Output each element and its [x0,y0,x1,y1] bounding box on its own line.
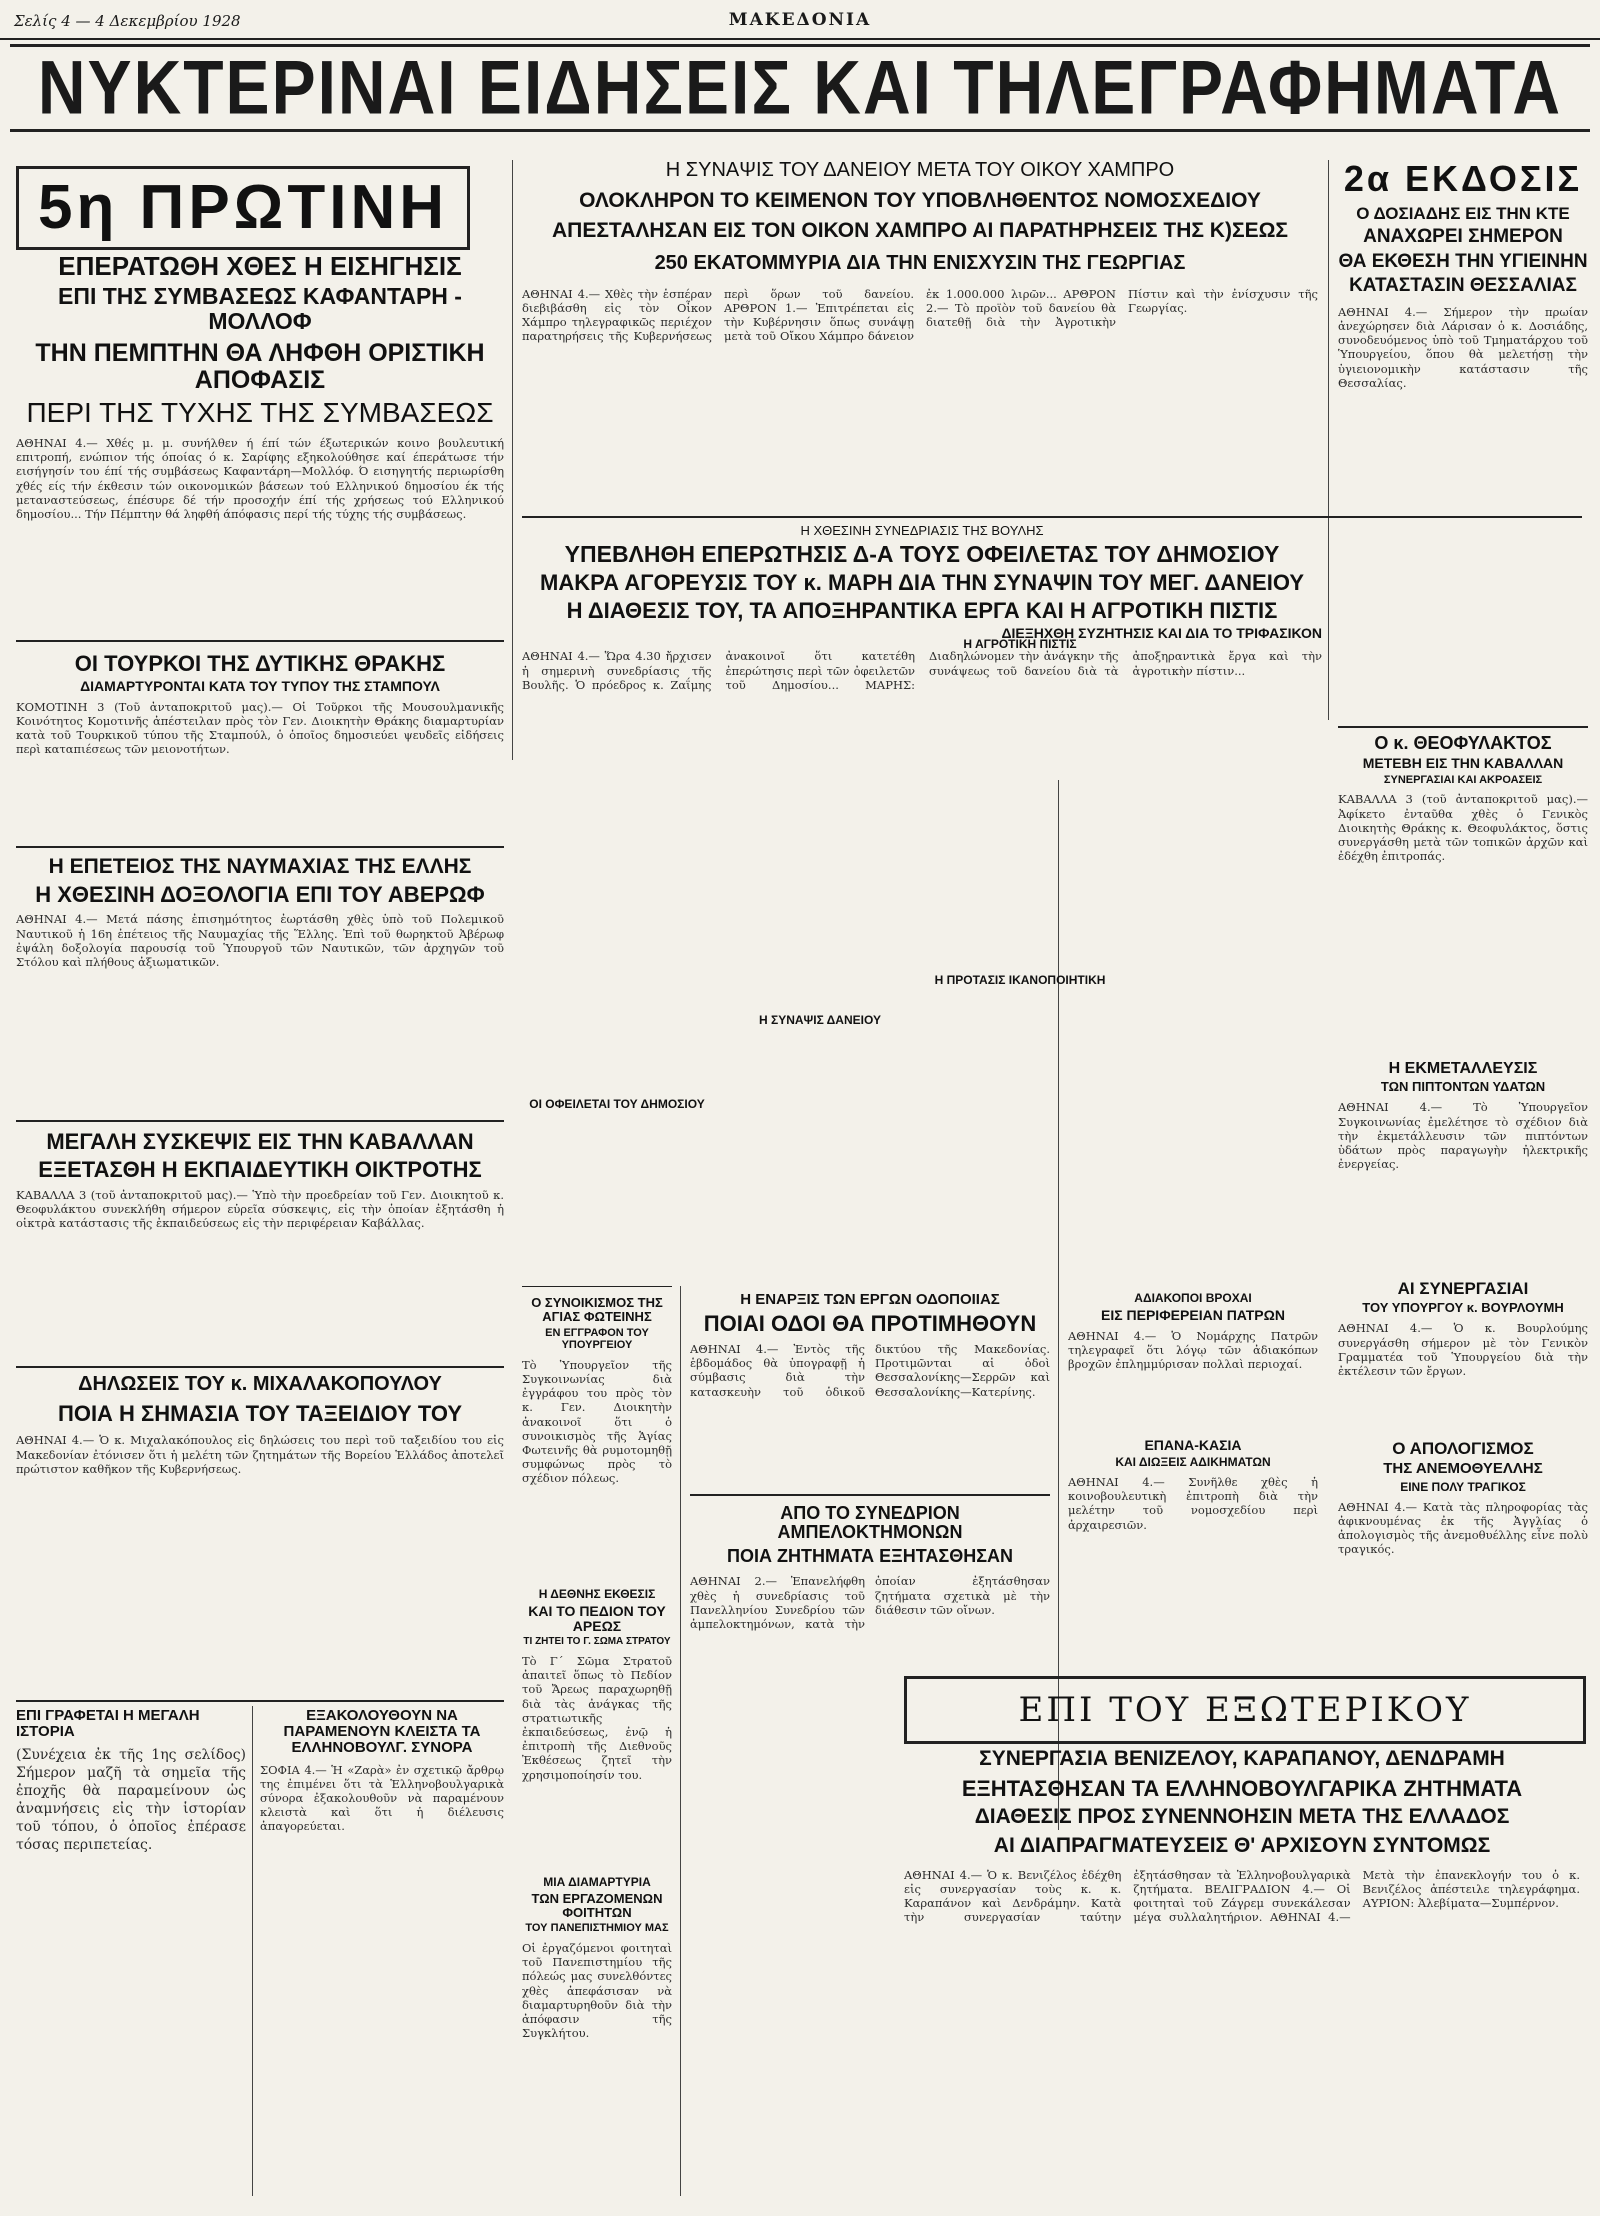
article-hambro [522,160,1318,437]
headline: ΤΗΣ ΑΝΕΜΟΘΥΕΛΛΗΣ [1383,1460,1543,1478]
article-roads [690,1292,1050,1482]
subheadline: ΟΙ ΟΦΕΙΛΕΤΑΙ ΤΟΥ ΔΗΜΟΣΙΟΥ [529,1097,705,1111]
headline: Η ΧΘΕΣΙΝΗ ΔΟΞΟΛΟΓΙΑ ΕΠΙ ΤΟΥ ΑΒΕΡΩΦ [35,881,485,907]
article-foreign [904,1748,1580,2108]
headline: ΜΕΤΕΒΗ ΕΙΣ ΤΗΝ ΚΑΒΑΛΛΑΝ [1362,755,1564,772]
headline: ΑΝΑΧΩΡΕΙ ΣΗΜΕΡΟΝ [1363,226,1563,248]
headline: ΚΑΙ ΤΟ ΠΕΔΙΟΝ ΤΟΥ ΑΡΕΩΣ [528,1602,666,1635]
subheadline: ΕΝ ΕΓΓΡΑΦΟΝ ΤΟΥ ΥΠΟΥΡΓΕΙΟΥ [545,1327,649,1351]
article-navy [16,856,504,1112]
subheadline: ΣΥΝΕΡΓΑΣΙΑΙ ΚΑΙ ΑΚΡΟΑΣΕΙΣ [1383,773,1543,786]
article-water [1338,1060,1588,1280]
article-body: ΑΘΗΝΑΙ 4.— Ὥρα 4.30 ἤρχισεν ἡ σημερινὴ συνεδρίασις τῆς Βουλῆς. Ὁ πρόεδρος κ. Ζαΐμης ἀνακοινοῖ ὅτι κατετέθη ἐπερώτησις περὶ τῶν ὀφειλετῶν τοῦ Δημοσίου... ΜΑΡΗΣ: Διαδηλώνομεν τὴν ἀνάγκην τῆς συνάψεως τοῦ δανείου διὰ τὰ ἀποξηραντικὰ ἔργα καὶ τὴν ἀγροτικὴν πίστιν... [522,649,1322,692]
headline: ΕΠΙ ΤΗΣ ΣΥΜΒΑΣΕΩΣ ΚΑΦΑΝΤΑΡΗ - ΜΟΛΛΟΦ [58,283,462,334]
headline: Η ΕΝΑΡΞΙΣ ΤΩΝ ΕΡΓΩΝ ΟΔΟΠΟΙΙΑΣ [740,1291,1000,1308]
divider [16,640,504,642]
headline: Η ΣΥΝΑΨΙΣ ΤΟΥ ΔΑΝΕΙΟΥ ΜΕΤΑ ΤΟΥ ΟΙΚΟΥ ΧΑΜΠΡΟ [665,159,1175,181]
article-storm [1338,1440,1588,1600]
headline: ΣΥΝΕΡΓΑΣΙΑ ΒΕΝΙΖΕΛΟΥ, ΚΑΡΑΠΑΝΟΥ, ΔΕΝΔΡΑΜΗ [979,1747,1505,1770]
page-header [0,4,1600,40]
article-body: ΚΑΒΑΛΛΑ 3 (τοῦ ἀνταποκριτοῦ μας).— Ἀφίκετο ἐνταῦθα χθὲς ὁ Γενικὸς Διοικητὴς Θράκης κ. Θεοφυλάκτος, ὅστις συνεργάσθη μετὰ τῶν τοπικῶν ἀρχῶν καὶ ἐδέχθη ἐπιτροπάς. [1338,792,1588,864]
subheadline: ΔΙΕΞΗΧΘΗ ΣΥΖΗΤΗΣΙΣ ΚΑΙ ΔΙΑ ΤΟ ΤΡΙΦΑΣΙΚΟΝ [1001,625,1322,642]
headline: ΕΞΗΤΑΣΘΗΣΑΝ ΤΑ ΕΛΛΗΝΟΒΟΥΛΓΑΡΙΚΑ ΖΗΤΗΜΑΤΑ [961,1775,1523,1801]
subheadline: Η ΣΥΝΑΨΙΣ ΔΑΝΕΙΟΥ [759,1013,881,1027]
headline: ΕΠΙ ΓΡΑΦΕΤΑΙ Η ΜΕΓΑΛΗ ΙΣΤΟΡΙΑ [16,1707,200,1741]
headline: Η ΕΠΕΤΕΙΟΣ ΤΗΣ ΝΑΥΜΑΧΙΑΣ ΤΗΣ ΕΛΛΗΣ [48,855,472,878]
headline: ΥΠΕΒΛΗΘΗ ΕΠΕΡΩΤΗΣΙΣ Δ-Α ΤΟΥΣ ΟΦΕΙΛΕΤΑΣ ΤΟΥ ΔΗΜΟΣΙΟΥ [564,541,1280,568]
headline: ΕΙΣ ΠΕΡΙΦΕΡΕΙΑΝ ΠΑΤΡΩΝ [1101,1306,1285,1323]
headline: ΔΙΑΘΕΣΙΣ ΠΡΟΣ ΣΥΝΕΝΝΟΗΣΙΝ ΜΕΤΑ ΤΗΣ ΕΛΛΑΔΟΣ [974,1805,1510,1829]
subheadline: Η ΠΡΟΤΑΣΙΣ ΙΚΑΝΟΠΟΙΗΤΙΚΗ [934,973,1106,987]
section-label: Η ΧΘΕΣΙΝΗ ΣΥΝΕΔΡΙΑΣΙΣ ΤΗΣ ΒΟΥΛΗΣ [800,523,1044,538]
article-parliament [522,524,1322,1119]
edition-label: 2α ΕΚΔΟΣΙΣ [1343,158,1583,199]
article-body: Τὸ Γ΄ Σῶμα Στρατοῦ ἀπαιτεῖ ὅπως τὸ Πεδίον τοῦ Ἄρεως παραχωρηθῇ διὰ τὰς ἀνάγκας τῆς στρατιωτικῆς ἐκπαιδεύσεως, ἐνῷ ἡ ἐπιτροπὴ τῆς Διεθνοῦς Ἐκθέσεως ζητεῖ τὴν χρησιμοποίησίν του. [522,1653,672,1782]
headline: ΜΙΑ ΔΙΑΜΑΡΤΥΡΙΑ [543,1875,651,1889]
headline: ΕΞΑΚΟΛΟΥΘΟΥΝ ΝΑ ΠΑΡΑΜΕΝΟΥΝ ΚΛΕΙΣΤΑ ΤΑ ΕΛΛΗΝΟΒΟΥΛΓ. ΣΥΝΟΡΑ [283,1707,481,1757]
headline: ΠΟΙΑΙ ΟΔΟΙ ΘΑ ΠΡΟΤΙΜΗΘΟΥΝ [703,1311,1037,1337]
subhead-proposal [925,974,1115,987]
headline: ΕΞΕΤΑΣΘΗ Η ΕΚΠΑΙΔΕΥΤΙΚΗ ΟΙΚΤΡΟΤΗΣ [38,1156,482,1182]
headline: ΤΩΝ ΠΙΠΤΟΝΤΩΝ ΥΔΑΤΩΝ [1380,1079,1546,1095]
banner-title: ΝΥΚΤΕΡΙΝΑΙ ΕΙΔΗΣΕΙΣ ΚΑΙ ΤΗΛΕΓΡΑΦΗΜΑΤΑ [37,44,1563,130]
divider [1338,726,1588,728]
headline: ΠΕΡΙ ΤΗΣ ΤΥΧΗΣ ΤΗΣ ΣΥΜΒΑΣΕΩΣ [26,396,494,428]
article-body: ΑΘΗΝΑΙ 4.— Ἐντὸς τῆς ἑβδομάδος θὰ ὑπογραφῇ ἡ σύμβασις διὰ τὴν κατασκευὴν τοῦ ὁδικοῦ δικτύου τῆς Μακεδονίας. Προτιμῶνται αἱ ὁδοὶ Θεσσαλονίκης—Σερρῶν καὶ Θεσσαλονίκης—Κατερίνης. [690,1341,1050,1399]
article-dosiadis [1338,160,1588,545]
subheadline: ΤΙ ΖΗΤΕΙ ΤΟ Γ. ΣΩΜΑ ΣΤΡΑΤΟΥ [523,1636,671,1648]
headline: ΘΑ ΕΚΘΕΣΗ ΤΗΝ ΥΓΙΕΙΝΗΝ [1338,250,1588,272]
headline: ΤΟΥ ΥΠΟΥΡΓΟΥ κ. ΒΟΥΡΛΟΥΜΗ [1362,1300,1564,1316]
headline: 250 ΕΚΑΤΟΜΜΥΡΙΑ ΔΙΑ ΤΗΝ ΕΝΙΣΧΥΣΙΝ ΤΗΣ ΓΕΩΡΓΙΑΣ [654,251,1186,274]
divider [522,1286,672,1287]
divider [16,1366,504,1368]
newspaper-name: ΜΑΚΕΔΟΝΙΑ [728,10,872,30]
article-thrace [16,652,504,840]
article-body: ΑΘΗΝΑΙ 4.— Τὸ Ὑπουργεῖον Συγκοινωνίας ἐμελέτησε τὸ σχέδιον διὰ τὴν ἐκμετάλλευσιν τῶν πιπτόντων ὑδάτων πρὸς παραγωγὴν ἠλεκτρικῆς ἐνεργείας. [1338,1100,1588,1172]
article-justice [1068,1438,1318,1595]
article-body: ΣΟΦΙΑ 4.— Ἡ «Ζαρὰ» ἐν σχετικῷ ἄρθρῳ της ἐπιμένει ὅτι τὰ Ἑλληνοβουλγαρικὰ σύνορα ἐξακολουθοῦν νὰ παραμένουν κλειστὰ καὶ ὅτι ἡ διέλευσις ἀπαγορεύεται. [260,1762,504,1834]
article-body: ΑΘΗΝΑΙ 4.— Χθὲς τὴν ἑσπέραν διεβιβάσθη εἰς τὸν Οἶκον Χάμπρο τηλεγραφικῶς περιέχον παρατηρήσεις τῆς Κυβερνήσεως περὶ ὅρων τοῦ δανείου. ΑΡΘΡΟΝ 1.— Ἐπιτρέπεται εἰς τὴν Κυβέρνησιν ὅπως συνάψῃ μετὰ τοῦ Οἴκου Χάμπρο δάνειον ἐκ 1.000.000 λιρῶν... ΑΡΘΡΟΝ 2.— Τὸ προϊὸν τοῦ δανείου θὰ διατεθῇ διὰ τὴν Ἀγροτικὴν Πίστιν καὶ τὴν ἐνίσχυσιν τῆς Γεωργίας. [522,286,1318,344]
headline: ΔΙΑΜΑΡΤΥΡΟΝΤΑΙ ΚΑΤΑ ΤΟΥ ΤΥΠΟΥ ΤΗΣ ΣΤΑΜΠΟΥΛ [80,677,440,694]
article-body: ΑΘΗΝΑΙ 4.— Χθές μ. μ. συνήλθεν ή έπί τών έξωτερικών κοινο βουλευτική επιτροπή, ενώπιον τής όποίας ό κ. Σαρίφης εξηκολούθησε καί έπεράτωσε τήν εισήγησίν του έπί τής συμβάσεως Καφαντάρη—Μολλόφ. Ό εισηγητής περιωρίσθη χθές είς τήν έκθεσιν τών οικονομικών βάσεων τού Ελληνικού δημοσίου έκ τής μεταναστεύσεως, έπέσυρε δέ τήν προσοχήν έπί τής χρήσεως τού Ελληνικού δημοσίου... Τήν Πέμπτην θά ληφθή άπόφασις περί τής τύχης τής συμβάσεως. [16,435,504,521]
article-body: ΚΑΒΑΛΛΑ 3 (τοῦ ἀνταποκριτοῦ μας).— Ὑπὸ τὴν προεδρείαν τοῦ Γεν. Διοικητοῦ κ. Θεοφυλάκτου συνεκλήθη σήμερον εὐρεῖα σύσκεψις, εἰς τὴν ὁποίαν ἐξητάσθη ἡ οἰκτρὰ κατάστασις τῆς ἐκπαιδεύσεως εἰς τὴν περιφέρειαν Καβάλλας. [16,1187,504,1230]
main-banner [10,44,1590,132]
article-body: ΑΘΗΝΑΙ 4.— Ὁ Νομάρχης Πατρῶν τηλεγραφεῖ ὅτι λόγῳ τῶν ἀδιακόπων βροχῶν ἐπλημμύρισαν πολλαὶ περιοχαί. [1068,1329,1318,1372]
headline: Ο ΔΟΣΙΑΔΗΣ ΕΙΣ ΤΗΝ ΚΤΕ [1356,203,1570,223]
headline: ΑΙ ΔΙΑΠΡΑΓΜΑΤΕΥΣΕΙΣ Θ' ΑΡΧΙΣΟΥΝ ΣΥΝΤΟΜΩΣ [993,1834,1491,1858]
headline: Η ΔΙΑΘΕΣΙΣ ΤΟΥ, ΤΑ ΑΠΟΞΗΡΑΝΤΙΚΑ ΕΡΓΑ ΚΑΙ Η ΑΓΡΟΤΙΚΗ ΠΙΣΤΙΣ [566,597,1278,623]
headline: ΚΑΤΑΣΤΑΣΙΝ ΘΕΣΣΑΛΙΑΣ [1349,275,1577,297]
column-divider [680,1286,681,2196]
subhead-loan [725,1014,915,1027]
headline: ΜΕΓΑΛΗ ΣΥΣΚΕΨΙΣ ΕΙΣ ΤΗΝ ΚΑΒΑΛΛΑΝ [46,1129,474,1154]
article-michalakopoulos [16,1374,504,1683]
headline: Ο κ. ΘΕΟΦΥΛΑΚΤΟΣ [1374,733,1552,753]
article-vourloumis [1338,1280,1588,1431]
article-body: Οἱ ἐργαζόμενοι φοιτηταὶ τοῦ Πανεπιστημίου τῆς πόλεώς μας συνελθόντες χθὲς ἀπεφάσισαν νὰ διαμαρτυρηθοῦν διὰ τὴν ἀπόφασιν τῆς Συγκλήτου. [522,1940,672,2041]
headline: ΕΙΝΕ ΠΟΛΥ ΤΡΑΓΙΚΟΣ [1400,1479,1526,1494]
headline: ΜΑΚΡΑ ΑΓΟΡΕΥΣΙΣ ΤΟΥ κ. ΜΑΡΗ ΔΙΑ ΤΗΝ ΣΥΝΑΨΙΝ ΤΟΥ ΜΕΓ. ΔΑΝΕΙΟΥ [540,569,1304,595]
article-serbs [260,1708,504,2203]
column-divider [252,1706,253,2196]
article-rains [1068,1292,1318,1429]
article-body: ΑΘΗΝΑΙ 4.— Συνῆλθε χθὲς ἡ κοινοβουλευτικὴ ἐπιτροπὴ διὰ τὴν μελέτην τοῦ νομοσχεδίου περὶ ἀρχαιρεσιῶν. [1068,1475,1318,1532]
article-history [16,1708,246,2216]
headline: ΤΗΝ ΠΕΜΠΤΗΝ ΘΑ ΛΗΦΘΗ ΟΡΙΣΤΙΚΗ ΑΠΟΦΑΣΙΣ [35,338,485,394]
headline: Η ΔΕΘΝΗΣ ΕΚΘΕΣΙΣ [538,1587,656,1601]
article-fotini [522,1296,672,1588]
article-body: ΑΘΗΝΑΙ 2.— Ἐπανελήφθη χθὲς ἡ συνεδρίασις τοῦ Πανελληνίου Συνεδρίου τῶν ἀμπελοκτημόνων, κατὰ τὴν ὁποίαν ἐξητάσθησαν ζητήματα σχετικὰ μὲ τὴν διάθεσιν τῶν οἴνων. [690,1574,1050,1631]
article-kafandaris [16,252,504,666]
article-body: ΑΘΗΝΑΙ 4.— Ὁ κ. Μιχαλακόπουλος εἰς δηλώσεις του περὶ τοῦ ταξειδίου του εἰς Μακεδονίαν ἐτόνισεν ὅτι ἡ μελέτη τῶν ζητημάτων τῆς Βορείου Ἑλλάδος ἀποτελεῖ πρώτιστον καθῆκον τῆς Κυβερνήσεως. [16,1433,504,1476]
headline: Η ΕΚΜΕΤΑΛΛΕΥΣΙΣ [1388,1060,1538,1077]
headline: ΤΟΥ ΠΑΝΕΠΙΣΤΗΜΙΟΥ ΜΑΣ [525,1922,669,1935]
divider [16,1700,504,1702]
article-students [522,1876,672,2161]
subhead-debtors [522,1098,712,1111]
headline: ΔΗΛΩΣΕΙΣ ΤΟΥ κ. ΜΙΧΑΛΑΚΟΠΟΥΛΟΥ [78,1373,442,1395]
divider [690,1494,1050,1496]
article-body: ΑΘΗΝΑΙ 4.— Ὁ κ. Βουρλούμης συνεργάσθη σήμερον μὲ τὸν Γενικὸν Γραμματέα τοῦ Ὑπουργείου διὰ τὴν ἐκτέλεσιν τῶν ἔργων. [1338,1321,1588,1378]
divider [16,1120,504,1122]
article-body: ΑΘΗΝΑΙ 4.— Μετά πάσης ἐπισημότητος ἐωρτάσθη χθὲς ὑπὸ τοῦ Πολεμικοῦ Ναυτικοῦ ἡ 16η ἐπέτειος τῆς Ναυμαχίας τῆς Ἕλλης. Ἐπὶ τοῦ θωρηκτοῦ Ἀβέρωφ ἐψάλη δοξολογία παρουσίᾳ τοῦ Ὑπουργοῦ τῶν Ναυτικῶν, τῶν ἀρχηγῶν τοῦ Στόλου καὶ πλήθους ἀξιωματικῶν. [16,912,504,970]
headline: ΑΠΕΣΤΑΛΗΣΑΝ ΕΙΣ ΤΟΝ ΟΙΚΟΝ ΧΑΜΠΡΟ ΑΙ ΠΑΡΑΤΗΡΗΣΕΙΣ ΤΗΣ Κ)ΣΕΩΣ [551,219,1289,243]
headline: Ο ΑΠΟΛΟΓΙΣΜΟΣ [1392,1439,1534,1458]
column-divider [512,160,513,760]
article-body: ΑΘΗΝΑΙ 4.— Σήμερον τὴν πρωίαν ἀνεχώρησεν διὰ Λάρισαν ὁ κ. Δοσιάδης, συνοδευόμενος ὑπὸ τοῦ Τμηματάρχου τοῦ Ὑπουργείου, ὅπου θὰ μελετήσῃ τὴν ὑγιειονομικὴν κατάστασιν τῆς Θεσσαλίας. [1338,304,1588,390]
section-label: ΕΠΙ ΤΟΥ ΕΞΩΤΕΡΙΚΟΥ [1018,1690,1472,1730]
headline: ΚΑΙ ΔΙΩΞΕΙΣ ΑΔΙΚΗΜΑΤΩΝ [1115,1455,1271,1470]
headline: ΟΙ ΤΟΥΡΚΟΙ ΤΗΣ ΔΥΤΙΚΗΣ ΘΡΑΚΗΣ [74,651,446,676]
page-date: Σελίς 4 — 4 Δεκεμβρίου 1928 [14,12,241,30]
headline: ΠΟΙΑ ΖΗΤΗΜΑΤΑ ΕΞΗΤΑΣΘΗΣΑΝ [727,1545,1013,1566]
article-body: (Συνέχεια ἐκ τῆς 1ης σελίδος) Σήμερον μαζῆ τὰ σημεῖα τῆς ἐποχῆς θὰ παραμείνουν ὡς ἀναμνήσεις εἰς τὴν ἱστορίαν τοῦ τόπου, ὁ ὁποῖος ἐπέρασε τόσας περιπετείας. [16,1747,246,1854]
divider [16,846,504,848]
subheadline: Η ΑΓΡΟΤΙΚΗ ΠΙΣΤΙΣ [963,637,1077,651]
edition-label: 5η ΠΡΩΤΙΝΗ [37,173,449,242]
article-exhibition [522,1588,672,1804]
headline: ΤΩΝ ΕΡΓΑΖΟΜΕΝΩΝ ΦΟΙΤΗΤΩΝ [531,1890,663,1920]
headline: ΠΟΙΑ Η ΣΗΜΑΣΙΑ ΤΟΥ ΤΑΞΕΙΔΙΟΥ ΤΟΥ [57,1400,463,1426]
article-kavala-edu [16,1130,504,1388]
article-body: ΑΘΗΝΑΙ 4.— Κατὰ τὰς πληροφορίας τὰς ἀφικνουμένας ἐκ τῆς Ἀγγλίας ὁ ἀπολογισμὸς τῆς ἀνεμοθυέλλης εἶνε πολὺ τραγικός. [1338,1499,1588,1557]
headline: ΑΠΟ ΤΟ ΣΥΝΕΔΡΙΟΝ ΑΜΠΕΛΟΚΤΗΜΟΝΩΝ [777,1503,963,1543]
headline: Ο ΣΥΝΟΙΚΙΣΜΟΣ ΤΗΣ ΑΓΙΑΣ ΦΩΤΕΙΝΗΣ [531,1295,663,1325]
headline: ΑΙ ΣΥΝΕΡΓΑΣΙΑΙ [1397,1279,1529,1298]
article-body: Τὸ Ὑπουργεῖον τῆς Συγκοινωνίας διὰ ἐγγράφου του πρὸς τὸν κ. Γεν. Διοικητὴν ἀνακοινοῖ ὅτι ὁ συνοικισμὸς τῆς Ἁγίας Φωτεινῆς θὰ ρυμοτομηθῇ συμφώνως πρὸς τὸ σχέδιον πόλεως. [522,1357,672,1486]
headline: ΑΔΙΑΚΟΠΟΙ ΒΡΟΧΑΙ [1134,1291,1252,1305]
subhead-agri [925,638,1115,651]
article-body: ΚΟΜΟΤΙΝΗ 3 (Τοῦ ἀνταποκριτοῦ μας).— Οἱ Τοῦρκοι τῆς Μουσουλμανικῆς Κοινότητος Κομοτινῆς ἀπέστειλαν πρὸς τὸν Γεν. Διοικητὴν Θράκης διαμαρτυρίαν κατὰ τοῦ Τουρκικοῦ τύπου τῆς Σταμπούλ, ὁ ὁποῖος δημοσιεύει ψευδεῖς εἰδήσεις περὶ καταπιέσεως τῶν μειονοτήτων. [16,699,504,757]
headline: ΕΠΕΡΑΤΩΘΗ ΧΘΕΣ Η ΕΙΣΗΓΗΣΙΣ [58,251,462,281]
article-body: ΑΘΗΝΑΙ 4.— Ὁ κ. Βενιζέλος ἐδέχθη εἰς συνεργασίαν τοὺς κ. κ. Καραπάνον καὶ Δενδράμην. Κατὰ τὴν συνεργασίαν ταύτην ἐξητάσθησαν τὰ Ἑλληνοβουλγαρικὰ ζητήματα. ΒΕΛΙΓΡΑΔΙΟΝ 4.— Οἱ φοιτηταὶ τοῦ Ζάγρεμ συνεκάλεσαν μέγα συλλαλητήριον. ΑΘΗΝΑΙ 4.— Μετὰ τὴν ἐπανεκλογήν του ὁ κ. Βενιζέλος ἀπέστειλε τηλεγράφημα. ΑΥΡΙΟΝ: Ἀλεβίματα—Συμπέρνον. [904,1867,1580,1925]
article-theofylaktos [1338,734,1588,1042]
headline: ΟΛΟΚΛΗΡΟΝ ΤΟ ΚΕΙΜΕΝΟΝ ΤΟΥ ΥΠΟΒΛΗΘΕΝΤΟΣ ΝΟΜΟΣΧΕΔΙΟΥ [579,188,1261,212]
edition-box-left [16,166,470,250]
headline: ΕΠΑΝΑ-ΚΑΣΙΑ [1144,1437,1242,1453]
column-divider [1328,160,1329,720]
foreign-section-box [904,1676,1586,1744]
